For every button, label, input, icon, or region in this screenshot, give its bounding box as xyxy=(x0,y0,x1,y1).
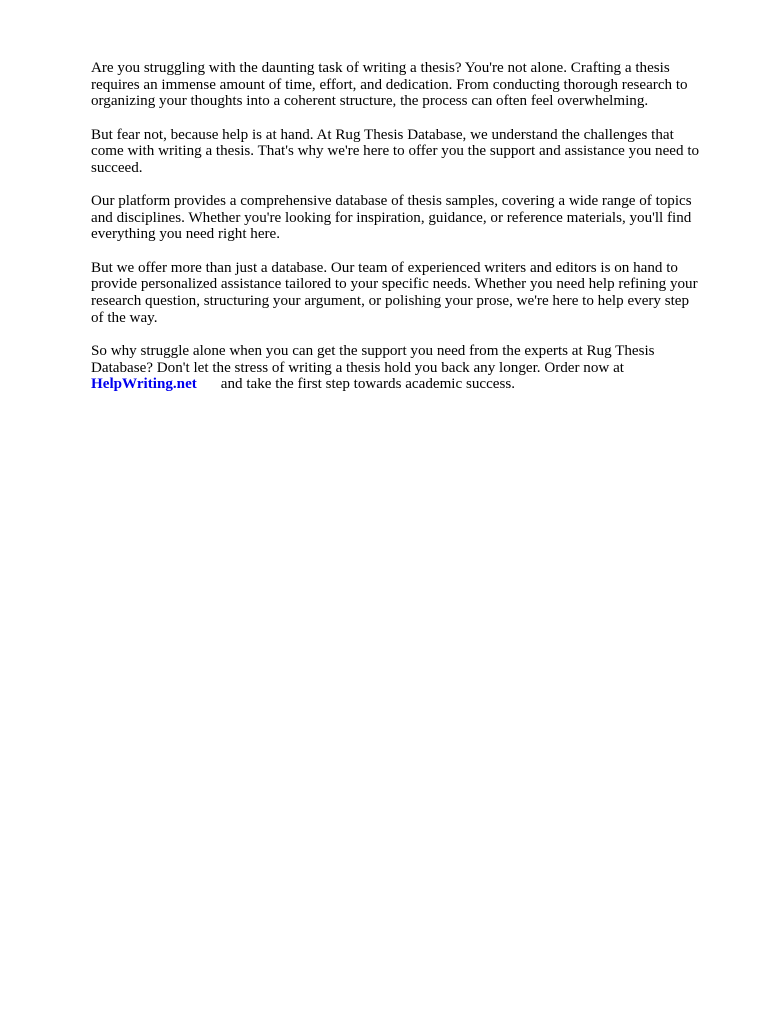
text-line: But fear not, because help is at hand. At Rug Thesis Database, we understand the challenges that xyxy=(91,126,674,143)
text-line: succeed. xyxy=(91,159,143,176)
text-line: everything you need right here. xyxy=(91,226,281,243)
text-after-link: and take the first step towards academic success. xyxy=(220,376,516,393)
text-line: research question, structuring your argument, or polishing your prose, we're here to help every step xyxy=(91,292,690,309)
paragraph-intro xyxy=(91,60,731,110)
text-line: But we offer more than just a database. Our team of experienced writers and editors is on hand to xyxy=(91,259,678,276)
text-line: come with writing a thesis. That's why we're here to offer you the support and assistance you need to xyxy=(91,143,700,160)
text-line: Are you struggling with the daunting task of writing a thesis? You're not alone. Crafting a thesis xyxy=(91,60,670,76)
paragraph-help xyxy=(91,127,731,177)
text-line-with-link xyxy=(91,376,731,393)
text-line: of the way. xyxy=(91,309,158,326)
text-line: So why struggle alone when you can get the support you need from the experts at Rug Thesis xyxy=(91,342,655,359)
text-line: requires an immense amount of time, effort, and dedication. From conducting thorough research to xyxy=(91,76,688,93)
text-line: Database? Don't let the stress of writing a thesis hold you back any longer. Order now at xyxy=(91,359,624,376)
paragraph-order xyxy=(91,343,731,393)
paragraph-team xyxy=(91,260,731,326)
text-line: provide personalized assistance tailored to your specific needs. Whether you need help refining your xyxy=(91,276,698,293)
text-line: Our platform provides a comprehensive database of thesis samples, covering a wide range of topics xyxy=(91,193,692,210)
text-line: and disciplines. Whether you're looking for inspiration, guidance, or reference materials, you'll find xyxy=(91,209,692,226)
document-body xyxy=(91,60,731,409)
text-line: organizing your thoughts into a coherent structure, the process can often feel overwhelming. xyxy=(91,93,649,110)
paragraph-platform xyxy=(91,193,731,243)
helpwriting-link[interactable]: HelpWriting.net xyxy=(91,376,197,393)
